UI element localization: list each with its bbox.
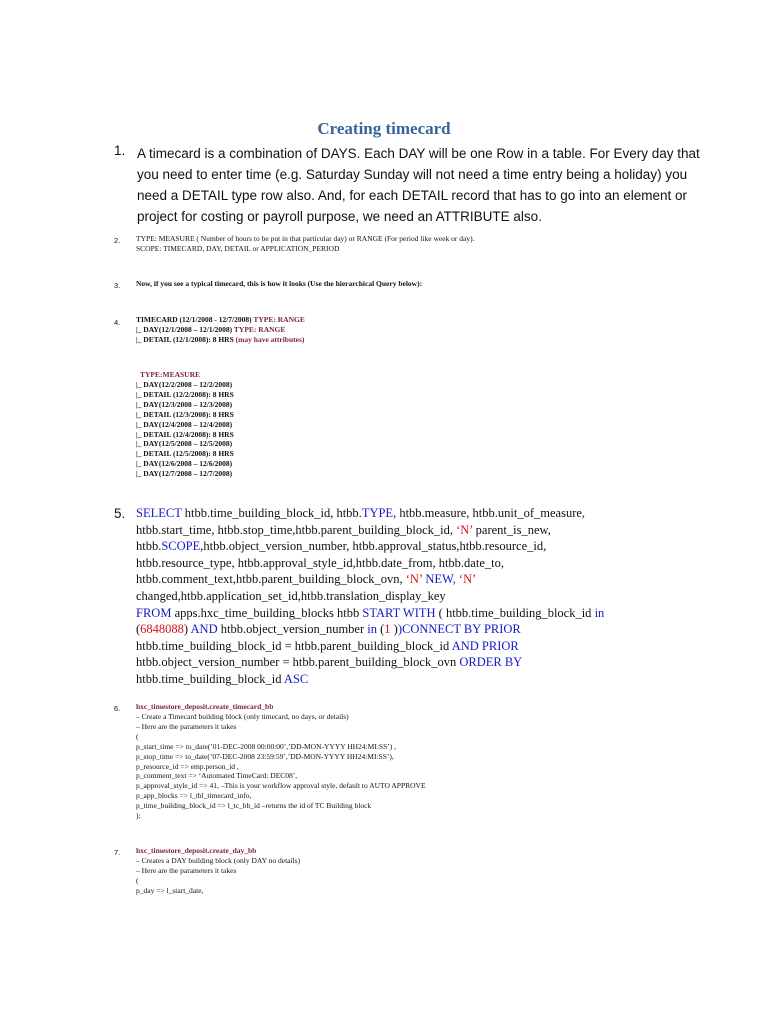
code-line: p_stop_time => to_date(’07-DEC-2008 23:59:59’,’DD-MON-YYYY HH24:MI:SS’), [136,751,394,761]
sql-literal: ‘N’ [405,572,423,587]
item-4-number: 4. [114,318,121,327]
page-title: Creating timecard [317,119,451,138]
sql-keyword: SELECT [136,506,182,520]
code-line: p_approval_style_id => 41, –This is your workflow approval style, default to AUTO APPROVE [136,781,426,791]
sql-keyword: TYPE [361,506,394,520]
sql-text: parent_is_new, [472,522,551,537]
sql-line [136,505,604,522]
sql-line [136,538,604,555]
create-day-body [136,856,300,896]
sql-text: , htbb.measure, htbb.unit_of_measure [393,506,582,520]
day-line [136,325,305,335]
sql-text: htbb.time_building_block_id [136,671,284,686]
timecard-line [136,315,305,325]
code-line: – Here are the parameters it takes [136,865,237,875]
sql-keyword: ORDER BY [459,655,523,670]
item-1-line: A timecard is a combination of DAYS. Each DAY will be one Row in a table. For Every day that [137,146,700,161]
sql-text: ( htbb.time_building_block_id [435,605,595,620]
sql-line: changed,htbb.application_set_id,htbb.translation_display_key [136,588,446,603]
sql-text: htbb.time_building_block_id = htbb.parent_building_block_id [136,638,452,653]
type-measure-label: TYPE:MEASURE [140,370,201,379]
timecard-range-text: TIMECARD (12/1/2008 - 12/7/2008) [136,315,254,324]
sql-line [136,605,604,622]
sql-keyword: in [367,622,377,637]
sql-literal: 6848088 [140,622,184,637]
sql-text: ,htbb.object_version_number, htbb.approval_status,htbb.resource_id, [200,539,547,554]
item-6-number: 6. [114,704,121,713]
code-line: – Create a Timecard building block (only timecard, no days, or details) [136,712,349,721]
sql-keyword: ASC [283,671,309,686]
day-range-text: |_ DAY(12/1/2008 – 12/1/2008) [136,324,234,334]
scope-line: SCOPE: TIMECARD, DAY, DETAIL or APPLICATION_PERIOD [136,243,340,253]
item-5-number: 5. [114,506,126,521]
sql-line [136,522,604,539]
sql-keyword: NEW, [422,572,459,587]
sql-text: htbb.object_version_number = htbb.parent_building_block_ovn [136,655,460,670]
sql-line [136,671,604,688]
code-line: p_resource_id => emp.person_id , [136,761,239,771]
code-line: – Creates a DAY building block (only DAY no details) [136,856,301,865]
measure-lines [136,380,234,479]
sql-text: ) [390,622,398,637]
code-line: ( [136,875,139,885]
sql-line [136,621,604,638]
code-line: p_comment_text => ‘Automated TimeCard: DEC08’, [136,771,298,781]
measure-line: |_ DAY(12/5/2008 – 12/5/2008) [136,439,233,449]
sql-query [136,505,604,688]
item-2-number: 2. [114,236,121,245]
sql-line: htbb.resource_type, htbb.approval_style_id,htbb.date_from, htbb.date_to, [136,555,504,570]
sql-text: ) [183,622,191,637]
sql-keyword: AND PRIOR [451,638,519,653]
item-1-paragraph [137,143,700,227]
detail-line [136,335,305,345]
sql-keyword: SCOPE [161,539,201,554]
measure-line: |_ DAY(12/6/2008 – 12/6/2008) [136,459,233,469]
sql-keyword: in [594,605,605,620]
sql-text: htbb.object_version_number [217,622,368,637]
sql-keyword: FROM [136,605,172,620]
sql-literal: 1 [384,622,391,637]
measure-line: |_ DETAIL (12/2/2008): 8 HRS [136,389,234,399]
sql-text: ( [136,622,141,637]
sql-keyword: START WITH [362,605,436,620]
code-line: – Here are the parameters it takes [136,721,237,731]
item-1-number: 1. [114,143,126,158]
sql-line [136,571,604,588]
sql-text: apps.hxc_time_building_blocks htbb [171,605,363,620]
item-2-text [136,234,474,254]
item-7-number: 7. [114,848,121,857]
sql-text: htbb.time_building_block_id, htbb. [181,506,362,520]
measure-line: |_ DAY(12/3/2008 – 12/3/2008) [136,399,233,409]
type-line: TYPE: MEASURE ( Number of hours to be put in that particular day) or RANGE (For period like week or day). [136,234,475,243]
sql-keyword: , [581,506,586,520]
sql-text: htbb. [136,539,162,554]
measure-line: |_ DETAIL (12/5/2008): 8 HRS [136,449,234,459]
measure-line: |_ DAY(12/4/2008 – 12/4/2008) [136,419,233,429]
sql-text: ( [376,622,385,637]
item-3-text: Now, if you see a typical timecard, this is how it looks (Use the hierarchical Query below): [136,279,423,288]
code-line: ); [136,811,141,821]
create-day-heading: hxc_timestore_deposit.create_day_bb [136,846,257,855]
detail-text: |_ DETAIL (12/1/2008): 8 HRS [136,334,236,344]
sql-keyword: )CONNECT BY PRIOR [397,622,521,637]
sql-line [136,638,604,655]
code-line: p_start_time => to_date(’01-DEC-2008 00:00:00’,’DD-MON-YYYY HH24:MI:SS’) , [136,741,397,751]
measure-line: |_ DETAIL (12/4/2008): 8 HRS [136,429,234,439]
measure-line: |_ DAY(12/7/2008 – 12/7/2008) [136,469,233,479]
code-line: ( [136,731,139,741]
type-range-label: TYPE: RANGE [253,315,305,324]
measure-line: |_ DAY(12/2/2008 – 12/2/2008) [136,380,233,389]
code-line: p_time_building_block_id => l_tc_bb_id –returns the id of TC Building block [136,801,372,811]
item-1-line: need a DETAIL type row also. And, for each DETAIL record that has to go into an element or [137,188,688,203]
item-3-number: 3. [114,281,121,290]
sql-literal: ‘N’ [458,572,477,587]
create-timecard-heading: hxc_timestore_deposit.create_timecard_bb [136,702,274,711]
sql-line [136,654,604,671]
sql-literal: ‘N’ [456,522,473,537]
code-line: p_day => l_start_date, [136,885,204,895]
type-range-label: TYPE: RANGE [233,324,286,334]
item-1-line: project for costing or payroll purpose, we need an ATTRIBUTE also. [137,209,542,224]
create-timecard-body [136,712,426,821]
attributes-note: (may have attributes) [235,334,305,344]
measure-line: |_ DETAIL (12/3/2008): 8 HRS [136,409,234,419]
sql-keyword: AND [190,622,218,637]
timecard-hierarchy-top [136,315,305,345]
sql-text: htbb.start_time, htbb.stop_time,htbb.parent_building_block_id, [136,522,457,537]
item-1-line: you need to enter time (e.g. Saturday Sunday will not need a time entry being a holiday) you [137,167,688,182]
code-line: p_app_blocks => l_tbl_timecard_info, [136,791,252,801]
sql-text: htbb.comment_text,htbb.parent_building_block_ovn, [136,572,406,587]
